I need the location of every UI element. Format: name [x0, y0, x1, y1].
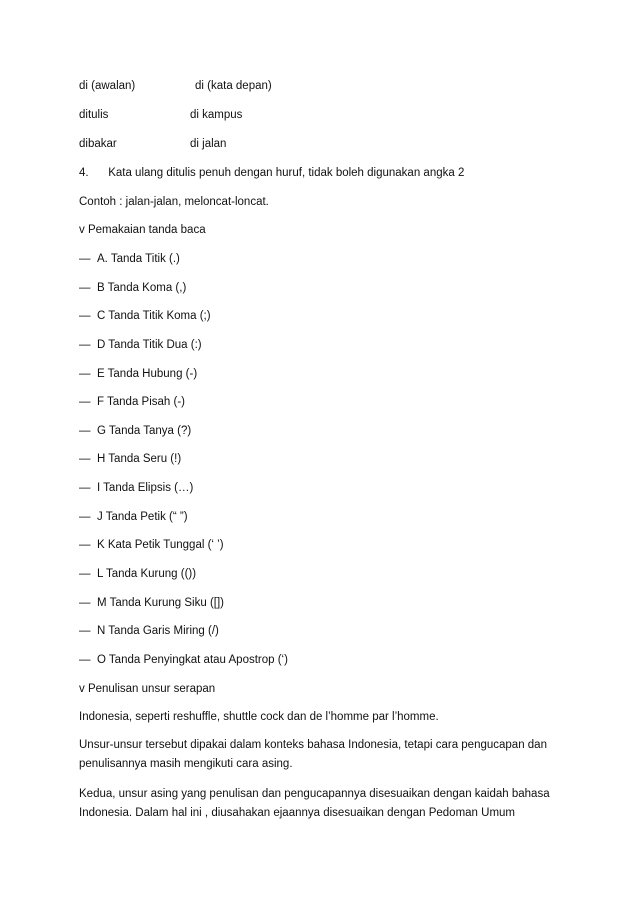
- list-item: [79, 538, 224, 553]
- row-dibakar: [79, 137, 227, 152]
- list-item: [79, 452, 181, 467]
- dash: —: [79, 568, 91, 580]
- paragraph-1: Indonesia, seperti reshuffle, shuttle cock dan de l’homme par l’homme.: [79, 711, 439, 723]
- contoh-line: Contoh : jalan-jalan, meloncat-loncat.: [79, 196, 269, 208]
- list-item-text: M Tanda Kurung Siku ([]): [97, 597, 224, 609]
- list-item: [79, 567, 196, 582]
- row-left: ditulis: [79, 109, 109, 121]
- list-item: [79, 281, 186, 296]
- bullet-penulisan-unsur-serapan: v Penulisan unsur serapan: [79, 683, 216, 695]
- list-item-text: A. Tanda Titik (.): [97, 253, 180, 265]
- list-item: [79, 481, 193, 496]
- dash: —: [79, 625, 91, 637]
- list-item-text: H Tanda Seru (!): [97, 453, 182, 465]
- list-item: [79, 510, 188, 525]
- list-item-text: C Tanda Titik Koma (;): [97, 310, 211, 322]
- dash: —: [79, 654, 91, 666]
- dash: —: [79, 339, 91, 351]
- point-4: [79, 166, 464, 181]
- list-item-text: D Tanda Titik Dua (:): [97, 339, 202, 351]
- list-item: [79, 653, 288, 668]
- row-ditulis: [79, 108, 243, 123]
- row-right: di (kata depan): [195, 80, 272, 92]
- dash: —: [79, 253, 91, 265]
- dash: —: [79, 425, 91, 437]
- paragraph-3: Kedua, unsur asing yang penulisan dan pengucapannya disesuaikan dengan kaidah bahasa Indonesia. Dalam hal ini , diusahakan ejaannya disesuaikan dengan Pedoman Umum: [79, 788, 550, 819]
- row-right: di jalan: [190, 138, 227, 150]
- point-number: 4.: [79, 167, 89, 179]
- list-item-text: L Tanda Kurung (()): [97, 568, 197, 580]
- list-item-text: O Tanda Penyingkat atau Apostrop (‘): [97, 654, 288, 666]
- list-item: [79, 338, 202, 353]
- dash: —: [79, 597, 91, 609]
- list-item-text: N Tanda Garis Miring (/): [97, 625, 219, 637]
- list-item: [79, 395, 185, 410]
- dash: —: [79, 282, 91, 294]
- dash: —: [79, 511, 91, 523]
- dash: —: [79, 453, 91, 465]
- dash: —: [79, 368, 91, 380]
- row-left: dibakar: [79, 138, 117, 150]
- row-right: di kampus: [190, 109, 243, 121]
- list-item: [79, 252, 180, 267]
- list-item-text: E Tanda Hubung (-): [97, 368, 198, 380]
- list-item-text: G Tanda Tanya (?): [97, 425, 192, 437]
- list-item: [79, 424, 191, 439]
- list-item: [79, 309, 211, 324]
- dash: —: [79, 539, 91, 551]
- list-item-text: I Tanda Elipsis (…): [97, 482, 194, 494]
- list-item-text: K Kata Petik Tunggal (‘ ’): [97, 539, 224, 551]
- list-item-text: B Tanda Koma (,): [97, 282, 187, 294]
- dash: —: [79, 396, 91, 408]
- row-left: di (awalan): [79, 80, 136, 92]
- list-item: [79, 596, 224, 611]
- point-text: Kata ulang ditulis penuh dengan huruf, tidak boleh digunakan angka 2: [108, 167, 465, 179]
- paragraph-2: Unsur-unsur tersebut dipakai dalam konteks bahasa Indonesia, tetapi cara pengucapan dan penulisannya masih mengikuti cara asing.: [79, 739, 547, 770]
- list-item: [79, 367, 197, 382]
- list-item-text: F Tanda Pisah (-): [97, 396, 185, 408]
- list-item-text: J Tanda Petik (“ ”): [97, 511, 188, 523]
- row-awalan: [79, 79, 272, 94]
- dash: —: [79, 482, 91, 494]
- bullet-pemakaian-tanda-baca: v Pemakaian tanda baca: [79, 224, 206, 236]
- dash: —: [79, 310, 91, 322]
- list-item: [79, 624, 219, 639]
